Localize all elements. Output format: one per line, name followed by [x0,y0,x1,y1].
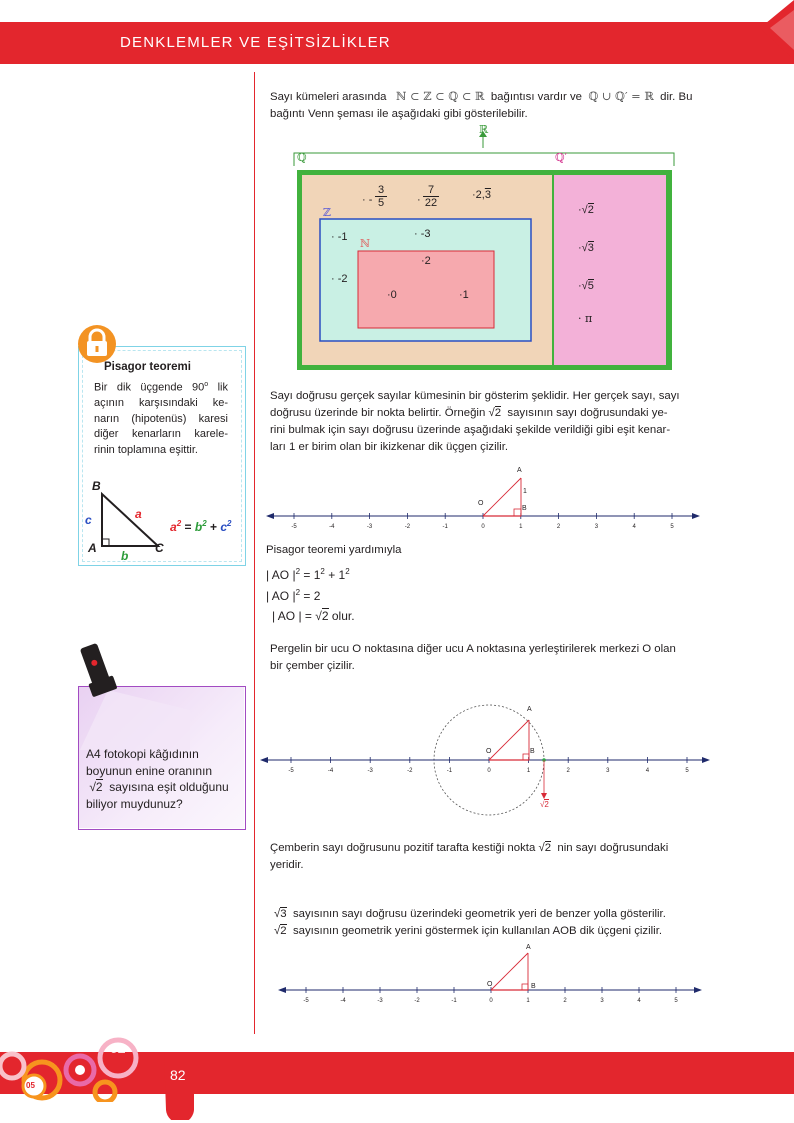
nl3-tick-label-7: 2 [563,998,567,1004]
sqrt3-paragraph: √3 sayısının sayı doğrusu üzerindeki geometrik yeri de benzer yolla gösterilir. √2 sayısının geometrik yerini göstermek için kullanılan AOB dik üçgeni çizilir. [274,908,666,937]
triangle-side-b: b [121,549,129,563]
intro-paragraph: Sayı kümeleri arasında ℕ ⊂ ℤ ⊂ ℚ ⊂ ℝ bağıntısı vardır ve ℚ ∪ ℚ′ = ℝ dir. Bu bağıntı Venn şeması ile aşağıdaki gibi gösterilebilir. [270,89,693,120]
nl1-tick-label-1: -4 [329,524,335,530]
gears-icon [0,1030,150,1102]
venn-n-1: ·1 [459,289,469,301]
nl3-label-o: O [487,981,493,988]
triangle-vertex-c: C [155,541,164,555]
pythagoras-formula: $a^2 = b^2 + c^2$ [170,519,232,534]
number-line-triangle [264,466,704,530]
triangle-vertex-a: A [88,541,97,555]
nl2-tick-label-8: 3 [606,768,610,774]
nl3-tick-label-10: 5 [674,998,678,1004]
nl3-tick-label-2: -3 [377,998,383,1004]
nl1-tick-label-9: 4 [632,524,636,530]
nl1-tick-label-10: 5 [670,524,674,530]
nl2-tick-label-3: -2 [407,768,413,774]
nl3-tick-label-4: -1 [451,998,457,1004]
nl2-tick-label-6: 1 [526,768,531,774]
nl3-tick-label-8: 3 [600,998,604,1004]
triangle-side-c: c [85,513,92,527]
nl2-tick-label-0: -5 [288,768,294,774]
nl1-label-b: B [522,505,527,512]
nl2-sqrt2-label: √2 [540,800,549,809]
venn-repeating-decimal: ·2,3 [472,189,491,201]
triangle-side-a: a [135,507,142,521]
venn-diagram [290,122,690,377]
intersection-paragraph: Çemberin sayı doğrusunu pozitif tarafta kestiği nokta √2 nin sayı doğrusundaki yeridir. [270,842,669,871]
nl1-label-1: 1 [523,488,527,495]
lock-icon [77,322,117,364]
triangle-vertex-b: B [92,479,101,493]
venn-label-n: ℕ [360,237,371,250]
pisagor-box-text: Bir dik üçgende 90$^o$ lik açının karşısındaki ke- narın (hipotenüs) karesi diğer kenarların karele- rinin toplamına eşittir. [94,381,228,456]
flashlight-icon [70,640,190,750]
chapter-title: DENKLEMLER VE EŞİTSİZLİKLER [120,34,391,51]
venn-z-minus-3: · -3 [414,228,431,240]
header-arrow-icon [754,0,794,70]
venn-irr-sqrt2: ·√2 [578,204,594,216]
did-you-know-text: A4 fotokopi kâğıdının boyunun enine oranının √2 sayısına eşit olduğunu biliyor muydunuz? [86,747,229,811]
pisagor-box-title: Pisagor teoremi [104,361,191,373]
venn-z-minus-1: · -1 [331,231,348,243]
nl1-tick-label-8: 3 [594,524,599,530]
compass-paragraph: Pergelin bir ucu O noktasına diğer ucu A noktasına yerleştirilerek merkezi O olan bir çember çizilir. [270,643,676,672]
pisagor-intro: Pisagor teoremi yardımıyla [266,544,402,556]
nl3-tick-label-1: -4 [340,998,346,1004]
nl2-label-b: B [530,748,535,755]
nl2-tick-label-9: 4 [645,768,650,774]
nl3-tick-label-6: 1 [526,998,530,1004]
nl1-tick-label-7: 2 [556,524,561,530]
nl1-label-o: O [478,500,484,507]
venn-z-minus-2: · -2 [331,273,348,285]
pisagor-eq1: | AO $|^2 = 1^2 + 1^2$ [266,567,350,582]
pisagor-eq2: | AO $|^2 = 2$ [266,588,321,603]
nl1-tick-label-3: -2 [404,524,411,530]
venn-irr-sqrt5: ·√5 [578,280,594,292]
venn-n-2: ·2 [421,255,431,267]
nl2-tick-label-4: -1 [446,768,453,774]
pisagor-eq3: | AO | = √2 olur. [272,609,355,623]
nl2-label-a: A [527,706,532,713]
nl1-tick-label-0: -5 [291,524,297,530]
number-line-aob [276,944,706,1008]
venn-irr-pi: · π [578,312,593,325]
venn-label-q-prime: ℚ′ [555,151,568,164]
nl1-label-a: A [517,467,522,474]
nl1-tick-label-6: 1 [519,524,523,530]
nl3-tick-label-9: 4 [637,998,641,1004]
venn-n-0: ·0 [387,289,397,301]
nl1-tick-label-4: -1 [442,524,448,530]
gear-badge: 05 [26,1081,35,1090]
nl2-tick-label-5: 0 [487,768,491,774]
nl2-tick-label-7: 2 [566,768,570,774]
venn-label-r: ℝ [479,123,489,136]
page-tab-shape [164,1052,194,1120]
page-number: 82 [170,1067,186,1083]
number-line-circle [258,695,714,819]
column-divider [254,72,255,1034]
nl2-tick-label-1: -4 [327,768,334,774]
nl2-tick-label-2: -3 [367,768,373,774]
venn-label-q: ℚ [297,151,307,164]
nl3-label-b: B [531,983,536,990]
nl3-label-a: A [526,944,531,951]
nl2-tick-label-10: 5 [685,768,689,774]
nl3-tick-label-3: -2 [414,998,420,1004]
nl1-tick-label-5: 0 [481,524,485,530]
number-line-paragraph: Sayı doğrusu gerçek sayılar kümesinin bir gösterim şeklidir. Her gerçek sayı, sayı doğrusu üzerinde bir nokta belirtir. Örneğin √2 sayısının sayı doğrusundaki ye- rini bulmak için sayı doğrusu üzerinde aşağıdaki şekilde verildiği gibi eşit kenar- ları 1 er birim olan bir ikizkenar dik üçgen çizilir. [270,390,680,453]
nl3-tick-label-0: -5 [303,998,309,1004]
nl1-tick-label-2: -3 [366,524,373,530]
nl2-label-o: O [486,748,492,755]
venn-irr-sqrt3: ·√3 [578,242,594,254]
nl3-tick-label-5: 0 [489,998,493,1004]
gear-badge-2: 02 [110,1040,126,1056]
venn-label-z: ℤ [323,206,332,219]
